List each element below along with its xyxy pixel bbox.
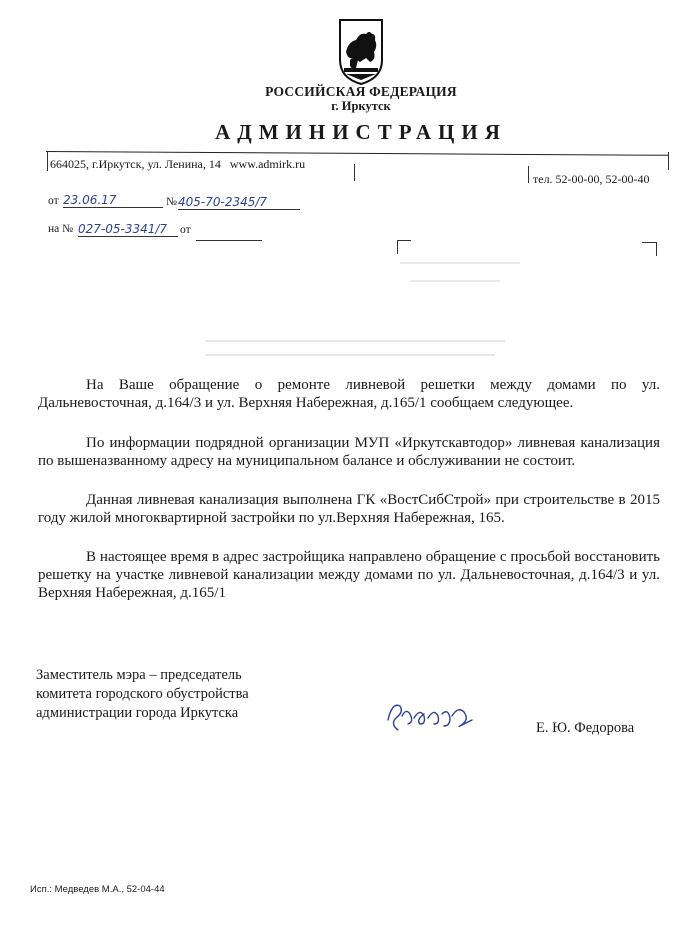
addressee-bracket-right: [642, 242, 656, 243]
redacted-line: [400, 262, 520, 264]
address-text: 664025, г.Иркутск, ул. Ленина, 14: [50, 157, 221, 171]
left-tick: [47, 151, 48, 171]
paragraph-1: На Ваше обращение о ремонте ливневой решетки между домами по ул. Дальневосточная, д.164/3 и ул. Верхняя Набережная, д.165/1 сообщаем следующее.: [38, 377, 660, 411]
ref-number-value: 027-05-3341/7: [78, 222, 168, 236]
signatory-name: Е. Ю. Федорова: [536, 720, 635, 736]
signatory-title: [36, 666, 249, 723]
website-text: www.admirk.ru: [229, 157, 306, 171]
signatory-title-line-1: Заместитель мэра – председатель: [36, 667, 242, 683]
ref-date-field: [196, 224, 262, 241]
executor-note: Исп.: Медведев М.А., 52-04-44: [30, 884, 165, 895]
phone-text: тел. 52-00-00, 52-00-40: [533, 172, 650, 186]
ref-label: на №: [48, 223, 74, 235]
addressee-bracket-right-v: [656, 242, 657, 256]
handwritten-signature: [380, 690, 480, 740]
redacted-line: [410, 280, 500, 282]
signatory-title-line-3: администрации города Иркутска: [36, 705, 239, 721]
header-divider: [46, 151, 668, 156]
date-field: [63, 191, 163, 208]
country-title: РОССИЙСКАЯ ФЕДЕРАЦИЯ: [265, 84, 457, 99]
number-field: [178, 193, 300, 210]
addressee-bracket-left: [397, 240, 411, 241]
paragraph-3: Данная ливневая канализация выполнена ГК «ВостСибСтрой» при строительстве в 2015 году жилой многоквартирной застройки по ул.Верхняя Набережная, 165.: [38, 492, 660, 526]
phone-divider: [528, 166, 529, 183]
date-label: от: [48, 195, 59, 207]
signature-text: Федорова: [380, 690, 385, 691]
paragraph-4: В настоящее время в адрес застройщика направлено обращение с просьбой восстановить решетку на участке ливневой канализации между домами по ул. Дальневосточная, д.164/3 и ул. Верхняя Набережная, д.165/1: [38, 549, 660, 601]
number-label: №: [166, 196, 177, 208]
city-title: г. Иркутск: [331, 99, 391, 113]
address-divider: [354, 164, 355, 181]
number-value: 405-70-2345/7: [178, 195, 268, 209]
right-tick: [668, 152, 669, 170]
paragraph-2: По информации подрядной организации МУП «Иркутскавтодор» ливневая канализация по вышеназванному адресу на муниципальном балансе и обслуживании не состоит.: [38, 435, 660, 469]
organization-title: АДМИНИСТРАЦИЯ: [215, 120, 507, 144]
signatory-title-line-2: комитета городского обустройства: [36, 686, 249, 702]
redacted-line: [205, 340, 505, 342]
ref-number-field: [78, 220, 178, 237]
addressee-bracket-left-v: [397, 240, 398, 254]
redacted-line: [205, 354, 495, 356]
ref-date-label: от: [180, 224, 191, 236]
address-line: [50, 157, 305, 172]
date-value: 23.06.17: [63, 193, 117, 207]
coat-of-arms-icon: [336, 16, 386, 86]
